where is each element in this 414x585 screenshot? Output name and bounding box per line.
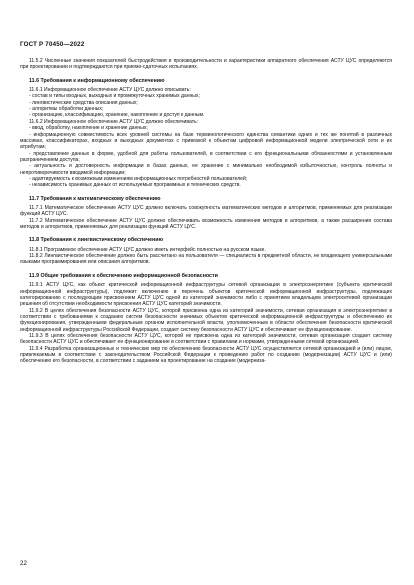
- paragraph: - информационную совместимость всех уровней системы на базе терминологического единства семантики одних и тех же понятий в различных массивах, классификаторах, входных и выходных документах с привязкой к объектам цифровой информационной модели электрической сети и их атрибутам;: [20, 131, 392, 151]
- paragraph: - актуальность и достоверность информации в базах данных, ее хранение с минимально необходимой избыточностью, контроль полноты и непротиворечивости вводимой информации;: [20, 163, 392, 176]
- paragraph: - лингвистические средства описания данных;: [29, 99, 138, 106]
- paragraph: 11.8.1 Программное обеспечение АСТУ ЦУС должно иметь интерфейс полностью на русском языке.: [29, 246, 266, 253]
- paragraph: 11.6.1 Информационное обеспечение АСТУ ЦУС должно описывать:: [29, 87, 191, 94]
- paragraph: - ввод, обработку, накопление и хранение данных;: [29, 125, 148, 132]
- paragraph: 11.7.1 Математическое обеспечение АСТУ ЦУС должно включать совокупность математических методов и алгоритмов, применяемых для реализации функций АСТУ ЦУС.: [20, 205, 392, 218]
- paragraph: 11.6.2 Информационное обеспечение АСТУ ЦУС должно обеспечивать:: [29, 118, 199, 125]
- paragraph: 11.9.4 Разработка организационных и технических мер по обеспечению безопасности АСТУ ЦУС осуществляется сетевой организацией и (или) лицом, привлекаемым в соответствии с законодательством Российской Федерации к проведению работ по созданию (модернизации) АСТУ ЦУС и (или) обеспечению его безопасности, в соответствии с заданием на проектирование на создание (модерниза-: [20, 345, 392, 365]
- paragraph: - состав и типы входных, выходных и промежуточных хранимых данных;: [29, 93, 200, 100]
- section-heading: 11.6 Требования к информационному обеспечению: [29, 77, 165, 84]
- paragraph: - представление данных в форме, удобной для работы пользователей, в соответствии с его функциональными обязанностями и установленным разграничением доступа;: [20, 150, 392, 163]
- paragraph: 11.9.3 В целях обеспечения безопасности АСТУ ЦУС, которой не присвоена одна из категорий значимости, сетевая организация создает систему безопасности АСТУ ЦУС и обеспечивает ее функционирование в соответствии с правилами и нормами, утвержденными сетевой организацией.: [20, 332, 392, 346]
- paragraph: - организацию, классификацию, хранение, накопление и доступ к данным.: [29, 112, 205, 119]
- section-heading: 11.7 Требования к математическому обеспечению: [29, 195, 161, 202]
- page-content: [20, 58, 392, 365]
- paragraph: - алгоритмы обработки данных;: [29, 106, 104, 113]
- section-heading: 11.8 Требования к лингвистическому обеспечению: [29, 237, 164, 244]
- section-heading: 11.9 Общие требования к обеспечению информационной безопасности: [29, 272, 218, 279]
- paragraph: 11.7.2 Математическое обеспечение АСТУ ЦУС должно обеспечивать возможность изменения методов и алгоритмов, а также расширения состава методов и алгоритмов, применяемых для реализации функций АСТУ ЦУС.: [20, 217, 392, 231]
- paragraph: 11.9.1 АСТУ ЦУС, как объект критической информационной инфраструктуры сетевой организации в электроэнергетике (субъекта критической информационной инфраструктуры), подлежит включению в перечень объектов критической информационной инфраструктуры, подлежащих категорированию с последующим присвоением АСТУ ЦУС одной из категорий значимости либо с принятием владельцем электросетевой организации решения об отсутствии необходимости присвоения АСТУ ЦУС категорий значимости.: [20, 282, 392, 308]
- paragraph: 11.9.2 В целях обеспечения безопасности АСТУ ЦУС, которой присвоена одна из категорий значимости, сетевая организация в электроэнергетике в соответствии с требованиями к созданию систем безопасности значимых объектов критической информационной инфраструктуры и обеспечению их функционирования, утвержденными федеральным органом исполнительной власти, уполномоченным в области обеспечения безопасности критической информационной инфраструктуры Российской Федерации, создает систему безопасности АСТУ ЦУС и обеспечивает ее функционирование.: [20, 307, 392, 333]
- document-header: ГОСТ Р 70450—2022: [20, 41, 85, 48]
- paragraph: 11.5.2 Численные значения показателей быстродействия и производительности и характеристики аппаратного обеспечения АСТУ ЦУС определяются при проектировании и подтверждаются при приемо-сдаточных испытаниях.: [20, 58, 392, 71]
- paragraph: - независимость хранимых данных от используемых программных и технических средств.: [29, 182, 241, 189]
- page-number: 22: [20, 560, 27, 567]
- paragraph: 11.8.2 Лингвистическое обеспечение должно быть рассчитано на пользователя — специалиста в предметной области, не владеющего универсальными языками программирования или описания алгоритмов.: [20, 253, 392, 266]
- paragraph: - адаптируемость к возможным изменениям информационных потребностей пользователей;: [29, 175, 248, 182]
